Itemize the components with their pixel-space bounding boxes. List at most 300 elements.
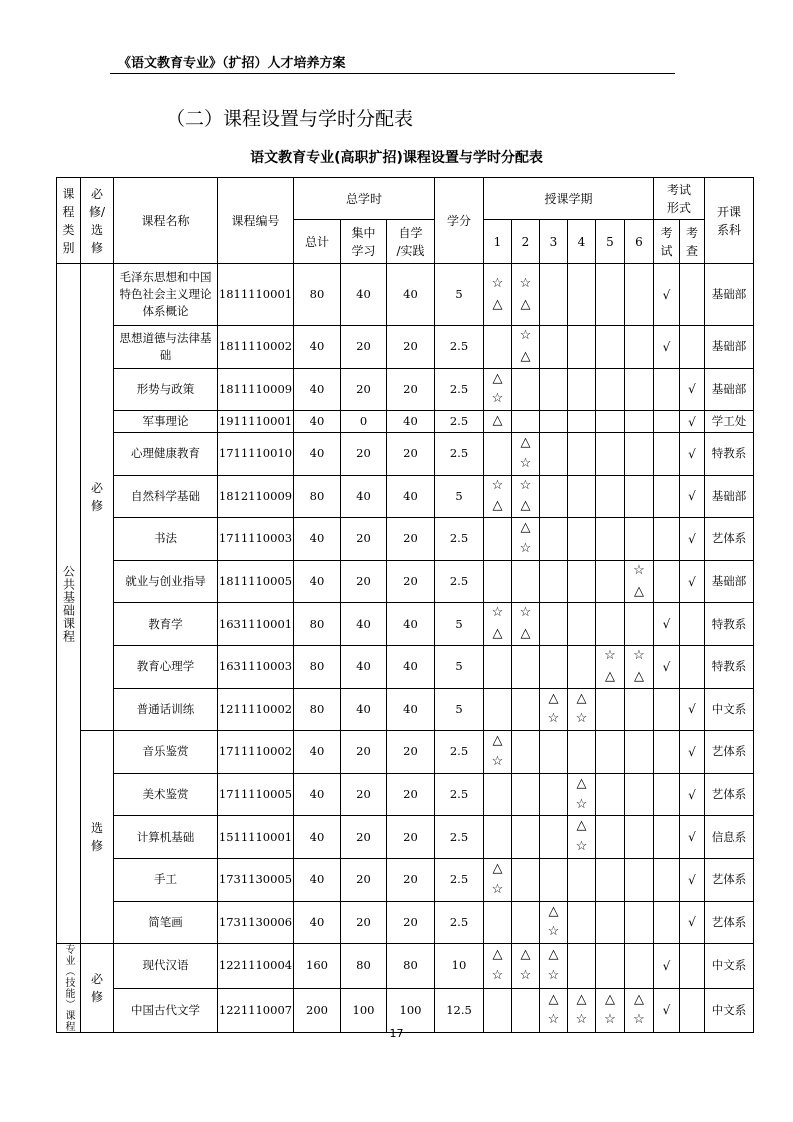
department-text: 艺体系 (711, 914, 747, 929)
course-name-text: 手工 (154, 872, 177, 887)
course-total (294, 432, 341, 475)
star-icon: ☆ (519, 477, 532, 493)
course-focused-text: 20 (356, 829, 371, 844)
table-row (57, 645, 754, 688)
course-total-text: 40 (309, 914, 325, 929)
department-text: 中文系 (711, 701, 747, 716)
course-credits-text: 2.5 (449, 744, 469, 759)
course-total (294, 988, 341, 1033)
semester-4-cell (568, 688, 596, 731)
semester-2-cell (512, 645, 540, 688)
course-credits-text: 2.5 (449, 872, 469, 887)
course-total-text: 200 (306, 1002, 328, 1017)
department-cell (705, 560, 754, 603)
check-mark-icon: √ (688, 787, 696, 802)
course-self (387, 731, 435, 774)
star-icon: ☆ (491, 881, 504, 897)
course-credits (435, 411, 484, 433)
table-row (57, 560, 754, 603)
course-focused-text: 40 (356, 659, 371, 674)
semester-5-cell (596, 901, 625, 944)
department-cell (705, 432, 754, 475)
triangle-icon: △ (576, 775, 587, 791)
course-total (294, 944, 341, 989)
compulsory-text: 必 (90, 481, 103, 496)
star-icon: ☆ (519, 967, 532, 983)
semester-4-cell (568, 264, 596, 326)
semester-6-cell (625, 773, 654, 816)
check-cell (680, 432, 705, 475)
course-focused-text: 20 (356, 446, 371, 461)
semester-6-cell (625, 368, 654, 411)
semester-6-cell (625, 988, 654, 1033)
table-row (57, 432, 754, 475)
department-text: 基础部 (711, 286, 747, 301)
course-code-text: 1711110002 (218, 744, 293, 759)
course-credits (435, 326, 484, 369)
course-self (387, 603, 435, 646)
course-focused-text: 20 (356, 339, 371, 354)
semester-1-cell (484, 432, 512, 475)
department-text: 基础部 (711, 339, 747, 354)
course-code (218, 432, 294, 475)
public-basic-courses-text: 公共基础课程 (61, 564, 76, 643)
course-credits-text: 5 (455, 488, 463, 503)
triangle-icon: △ (492, 733, 503, 749)
semester-6-cell (625, 603, 654, 646)
course-self-text: 40 (403, 488, 418, 503)
course-self-text: 80 (403, 958, 418, 973)
check-cell (680, 475, 705, 518)
course-name (114, 988, 218, 1033)
course-focused (341, 944, 387, 989)
triangle-icon: △ (576, 690, 587, 706)
triangle-icon: △ (605, 668, 615, 684)
course-self (387, 858, 435, 901)
department-cell (705, 688, 754, 731)
semester-3-cell (540, 901, 568, 944)
department-cell (705, 988, 754, 1033)
major_compulsory-text: 修 (90, 990, 103, 1005)
course-schedule-table (56, 177, 754, 1033)
triangle-icon: △ (634, 668, 644, 684)
department-text: 基础部 (711, 488, 747, 503)
star-icon: ☆ (604, 647, 616, 663)
semester-3-cell (540, 475, 568, 518)
semester-4-cell (568, 560, 596, 603)
triangle-icon: △ (520, 434, 531, 450)
course-name-text: 普通话训练 (136, 701, 195, 716)
semester-5-cell (596, 988, 625, 1033)
exam-check-icon: √ (662, 1003, 671, 1018)
table-row (57, 944, 754, 989)
semester-5-cell (596, 858, 625, 901)
course-code-text: 1711110005 (218, 786, 293, 801)
self-study-header: 自学 /实践 (387, 220, 435, 264)
course-total-text: 80 (309, 286, 325, 301)
semester-2-cell (512, 944, 540, 989)
course-focused-text: 0 (359, 413, 368, 428)
department-text: 特教系 (711, 446, 747, 461)
department-cell (705, 603, 754, 646)
star-icon: ☆ (547, 711, 560, 727)
semester-3-cell (540, 944, 568, 989)
star-icon: ☆ (519, 540, 532, 556)
course-self (387, 645, 435, 688)
course-focused (341, 816, 387, 859)
course-self (387, 688, 435, 731)
triangle-icon: △ (520, 348, 531, 364)
course-total-text: 40 (309, 744, 325, 759)
course-self (387, 326, 435, 369)
semester-2-cell (512, 326, 540, 369)
department-cell (705, 411, 754, 433)
course-credits-text: 2.5 (449, 786, 469, 801)
course-credits-text: 5 (455, 286, 463, 301)
semester-1-cell (484, 731, 512, 774)
semester-5-cell (596, 603, 625, 646)
course-focused-text: 20 (356, 872, 371, 887)
semester-2-cell (512, 731, 540, 774)
exam-cell (654, 731, 680, 774)
course-focused-text: 20 (356, 531, 371, 546)
semester-4-cell (568, 411, 596, 433)
semester-5-cell (596, 816, 625, 859)
semester-4-cell (568, 432, 596, 475)
check-cell (680, 645, 705, 688)
course-self (387, 560, 435, 603)
course-focused-text: 40 (356, 701, 371, 716)
course-self (387, 901, 435, 944)
department-text: 学工处 (711, 413, 747, 428)
document-header-title: 《语文教育专业》（扩招）人才培养方案 (118, 56, 346, 71)
course-name-text: 毛泽东思想和中国特色社会主义理论体系概论 (119, 269, 212, 319)
course-name (114, 773, 218, 816)
check-cell (680, 858, 705, 901)
course-credits (435, 603, 484, 646)
semester-2-cell (512, 688, 540, 731)
semester-2-cell (512, 901, 540, 944)
semester-5-cell (596, 411, 625, 433)
semester-6-cell (625, 411, 654, 433)
triangle-icon: △ (492, 860, 503, 876)
page-number: 17 (389, 1027, 404, 1040)
course-self (387, 816, 435, 859)
semester-3-cell (540, 368, 568, 411)
course-name (114, 368, 218, 411)
semester-1-cell (484, 988, 512, 1033)
department-cell (705, 264, 754, 326)
semester-4-header: 4 (568, 220, 596, 264)
table-row (57, 858, 754, 901)
course-credits-text: 5 (455, 659, 463, 674)
course-name-text: 军事理论 (142, 413, 189, 428)
course-credits (435, 368, 484, 411)
semester-4-cell (568, 731, 596, 774)
course-name (114, 816, 218, 859)
course-name-text: 自然科学基础 (131, 488, 200, 503)
course-total (294, 816, 341, 859)
semester-3-cell (540, 560, 568, 603)
course-focused (341, 645, 387, 688)
table-row (57, 816, 754, 859)
semester-2-cell (512, 988, 540, 1033)
course-focused (341, 603, 387, 646)
star-icon: ☆ (575, 839, 588, 855)
course-name-text: 形势与政策 (136, 381, 195, 396)
course-credits-text: 2.5 (449, 339, 469, 354)
course-total (294, 560, 341, 603)
course-self-text: 20 (403, 446, 418, 461)
triangle-icon: △ (576, 818, 587, 834)
course-name-text: 就业与创业指导 (125, 573, 206, 588)
check-cell (680, 688, 705, 731)
course-focused-text: 20 (356, 786, 371, 801)
exam-cell (654, 858, 680, 901)
check-mark-icon: √ (688, 414, 696, 429)
semester-5-cell (596, 560, 625, 603)
check-mark-icon: √ (688, 915, 696, 930)
semester-3-header: 3 (540, 220, 568, 264)
course-self-text: 20 (403, 531, 418, 546)
course-total (294, 901, 341, 944)
triangle-icon: △ (492, 626, 503, 642)
check-cell (680, 901, 705, 944)
semester-1-cell (484, 368, 512, 411)
major-courses-text: 专业（技能）课程 (63, 944, 74, 1033)
course-credits-text: 2.5 (449, 381, 469, 396)
semester-6-cell (625, 731, 654, 774)
semester-4-cell (568, 475, 596, 518)
semester-2-cell (512, 411, 540, 433)
semester-1-cell (484, 264, 512, 326)
course-code (218, 688, 294, 731)
exam-cell (654, 688, 680, 731)
course-credits (435, 432, 484, 475)
course-self-text: 40 (403, 659, 418, 674)
course-focused (341, 773, 387, 816)
exam-cell (654, 901, 680, 944)
star-icon: ☆ (604, 1012, 616, 1028)
exam-cell (654, 432, 680, 475)
star-icon: ☆ (491, 605, 504, 621)
department-text: 基础部 (711, 381, 747, 396)
exam-check-icon: √ (662, 958, 671, 973)
course-total-text: 40 (309, 339, 325, 354)
course-self-text: 40 (403, 701, 418, 716)
course-code-text: 1221110004 (218, 958, 293, 973)
semester-6-cell (625, 645, 654, 688)
course-total-text: 80 (309, 616, 325, 631)
course-self-text: 20 (403, 872, 418, 887)
course-code-text: 1731130005 (218, 872, 293, 887)
exam-check-icon: √ (662, 659, 671, 674)
course-total-text: 40 (309, 786, 325, 801)
star-icon: ☆ (575, 1012, 588, 1028)
triangle-icon: △ (520, 947, 531, 963)
course-code (218, 475, 294, 518)
course-credits-text: 2.5 (449, 446, 469, 461)
star-icon: ☆ (575, 711, 588, 727)
exam-cell (654, 603, 680, 646)
course-name (114, 475, 218, 518)
department-cell (705, 816, 754, 859)
check-mark-icon: √ (688, 702, 696, 717)
course-total (294, 368, 341, 411)
department-cell (705, 326, 754, 369)
triangle-icon: △ (492, 498, 503, 514)
check-mark-icon: √ (688, 531, 696, 546)
department-cell (705, 773, 754, 816)
course-self (387, 411, 435, 433)
check-cell (680, 560, 705, 603)
semester-5-cell (596, 326, 625, 369)
course-credits (435, 858, 484, 901)
semester-1-cell (484, 603, 512, 646)
semester-3-cell (540, 858, 568, 901)
semester-2-cell (512, 816, 540, 859)
exam-form-header: 考试 形式 (654, 178, 705, 220)
semester-6-cell (625, 858, 654, 901)
course-name-text: 美术鉴赏 (142, 786, 189, 801)
table-row (57, 518, 754, 561)
star-icon: ☆ (519, 328, 532, 343)
course-total (294, 326, 341, 369)
department-text: 中文系 (711, 958, 747, 973)
table-row (57, 326, 754, 369)
course-self (387, 475, 435, 518)
semester-4-cell (568, 773, 596, 816)
department-cell (705, 645, 754, 688)
semester-2-cell (512, 858, 540, 901)
star-icon: ☆ (575, 796, 588, 812)
exam-check-icon: √ (662, 617, 671, 632)
table-header-row (57, 178, 754, 220)
star-icon: ☆ (519, 275, 532, 291)
course-focused (341, 264, 387, 326)
course-self-text: 40 (403, 286, 418, 301)
course-credits (435, 560, 484, 603)
semester-1-cell (484, 326, 512, 369)
star-icon: ☆ (633, 647, 645, 663)
course-name (114, 518, 218, 561)
star-icon: ☆ (491, 967, 504, 983)
exam-check-icon: √ (662, 339, 671, 354)
course-name (114, 411, 218, 433)
exam-cell (654, 773, 680, 816)
course-code (218, 731, 294, 774)
exam-cell (654, 475, 680, 518)
course-code (218, 368, 294, 411)
table-row (57, 264, 754, 326)
course-code-text: 1631110003 (218, 659, 293, 674)
course-name (114, 432, 218, 475)
course-focused (341, 326, 387, 369)
course-total-text: 80 (309, 659, 325, 674)
semester-3-cell (540, 518, 568, 561)
course-name (114, 560, 218, 603)
triangle-icon: △ (520, 296, 531, 312)
triangle-icon: △ (548, 903, 559, 919)
course-focused-text: 40 (356, 616, 371, 631)
major_compulsory-label (81, 944, 114, 1033)
exam-cell (654, 560, 680, 603)
course-focused-text: 80 (356, 958, 371, 973)
exam-cell (654, 944, 680, 989)
check-cell (680, 518, 705, 561)
department-cell (705, 944, 754, 989)
course-credits (435, 773, 484, 816)
semester-4-cell (568, 645, 596, 688)
course-total-text: 80 (309, 488, 325, 503)
semester-6-cell (625, 264, 654, 326)
course-self (387, 368, 435, 411)
credits-header: 学分 (435, 178, 484, 264)
department-text: 中文系 (711, 1002, 747, 1017)
semester-3-cell (540, 773, 568, 816)
course-name (114, 688, 218, 731)
semester-3-cell (540, 731, 568, 774)
semester-6-cell (625, 901, 654, 944)
course-name (114, 731, 218, 774)
triangle-icon: △ (634, 991, 644, 1007)
course-code-text: 1811110009 (218, 381, 293, 396)
course-credits-text: 2.5 (449, 531, 469, 546)
total-header: 总计 (294, 220, 341, 264)
course-credits-text: 2.5 (449, 573, 469, 588)
department-cell (705, 368, 754, 411)
course-name-text: 书法 (154, 531, 177, 546)
course-focused (341, 988, 387, 1033)
course-credits (435, 645, 484, 688)
semester-5-cell (596, 518, 625, 561)
semester-3-cell (540, 988, 568, 1033)
course-credits (435, 731, 484, 774)
table-row (57, 603, 754, 646)
semester-6-cell (625, 432, 654, 475)
semester-5-cell (596, 944, 625, 989)
header-divider (110, 73, 675, 74)
elective-text: 修 (90, 839, 103, 854)
course-total (294, 518, 341, 561)
course-focused-text: 20 (356, 381, 371, 396)
semester-3-cell (540, 264, 568, 326)
triangle-icon: △ (492, 370, 503, 386)
course-code (218, 603, 294, 646)
major-courses-label (57, 944, 81, 1033)
course-focused (341, 411, 387, 433)
semester-6-cell (625, 560, 654, 603)
course-code (218, 944, 294, 989)
course-name-text: 音乐鉴赏 (142, 744, 189, 759)
compulsory-label (81, 264, 114, 731)
semester-1-cell (484, 411, 512, 433)
check-cell (680, 603, 705, 646)
semester-2-header: 2 (512, 220, 540, 264)
course-focused (341, 560, 387, 603)
course-total (294, 688, 341, 731)
triangle-icon: △ (548, 690, 559, 706)
semester-6-cell (625, 326, 654, 369)
course-focused (341, 901, 387, 944)
course-self-text: 20 (403, 573, 418, 588)
course-focused-text: 40 (356, 286, 371, 301)
course-name (114, 944, 218, 989)
course-name-text: 计算机基础 (136, 829, 195, 844)
exam-cell (654, 326, 680, 369)
course-total (294, 264, 341, 326)
star-icon: ☆ (491, 753, 504, 769)
